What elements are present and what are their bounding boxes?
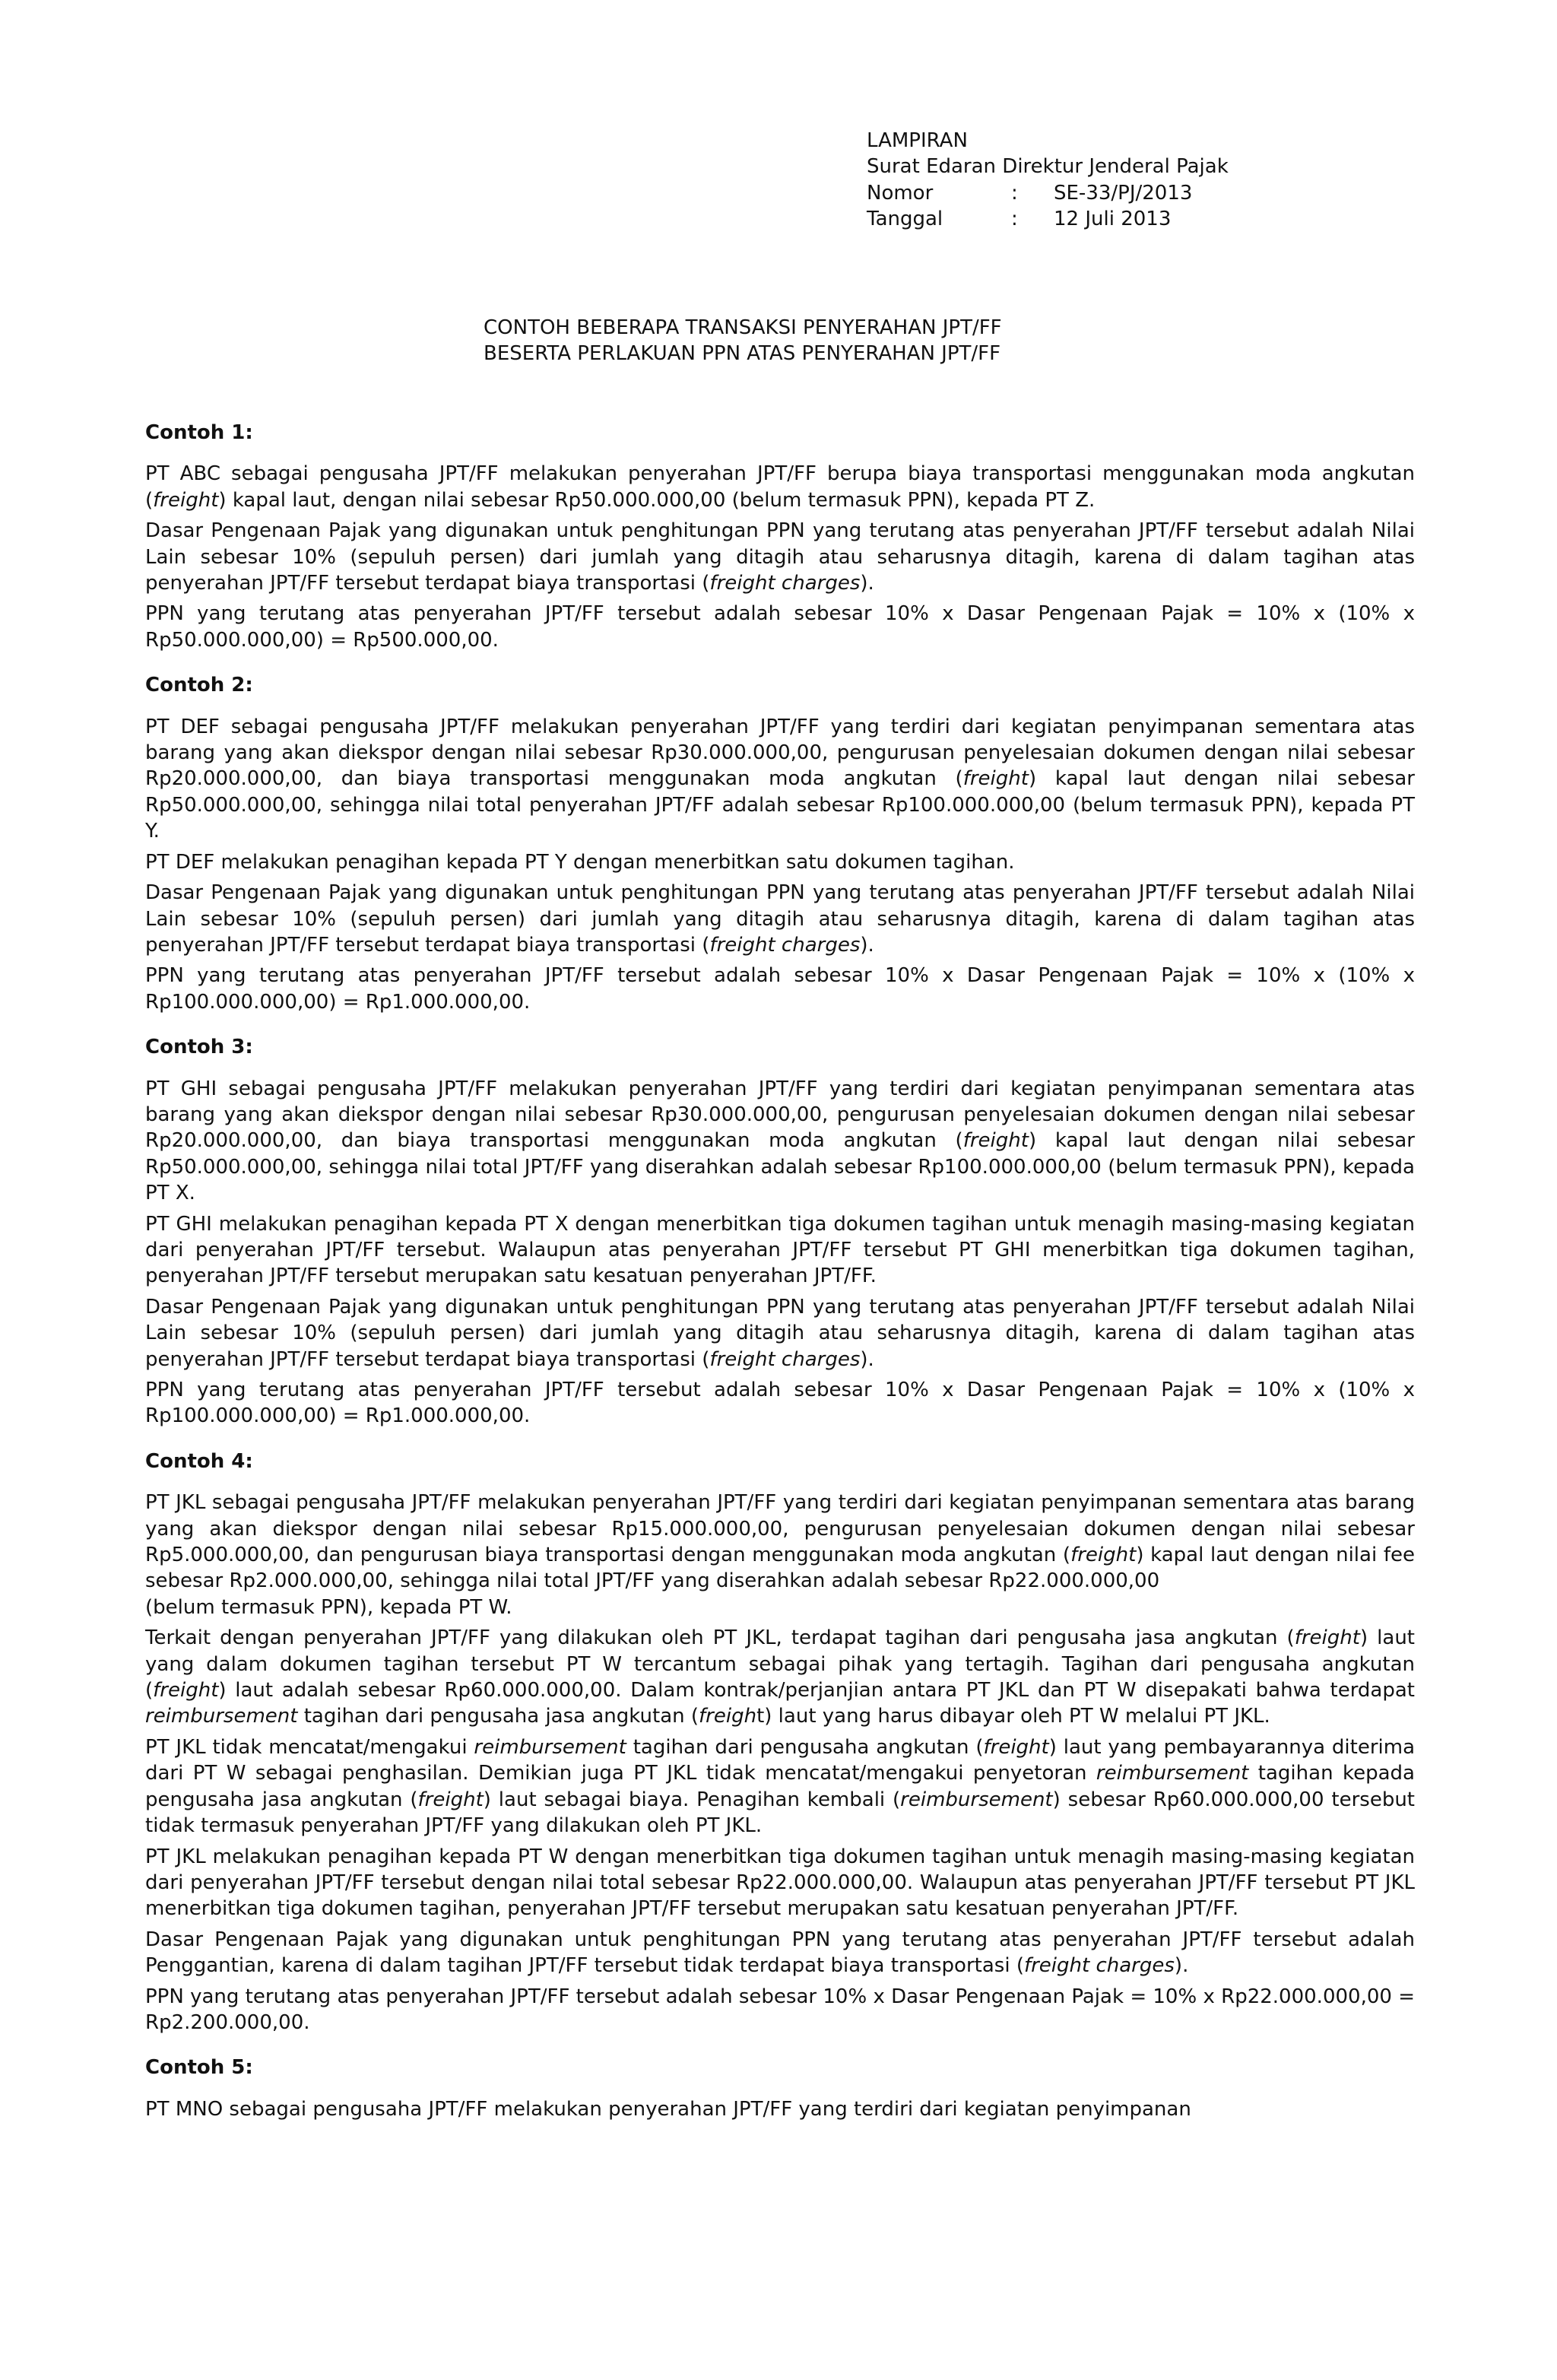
italic-term: reimbursement	[145, 1705, 298, 1728]
example-paragraph	[145, 880, 1415, 958]
paragraph-text: ) kapal laut dengan nilai fee sebesar Rp2.000.000,00, sehingga nilai total JPT/FF yang diserahkan adalah sebesar Rp22.000.000,00	[145, 1544, 1415, 1593]
lampiran-label: LAMPIRAN	[867, 129, 968, 152]
example-paragraph	[145, 1984, 1415, 2036]
paragraph-text: Dasar Pengenaan Pajak yang digunakan untuk penghitungan PPN yang terutang atas penyerahan JPT/FF tersebut adalah Nilai Lain sebesar 10% (sepuluh persen) dari jumlah yang ditagih atau seharusnya ditagih, karena di dalam tagihan atas penyerahan JPT/FF tersebut terdapat biaya transportasi (	[145, 881, 1415, 957]
paragraph-text: PT JKL tidak mencatat/mengakui	[145, 1735, 474, 1759]
example-paragraph	[145, 1734, 1415, 1839]
document-title-line-2: BESERTA PERLAKUAN PPN ATAS PENYERAHAN JPT/FF	[484, 342, 1001, 366]
paragraph-text: (belum termasuk PPN), kepada PT W.	[145, 1595, 512, 1619]
paragraph-text: PT GHI melakukan penagihan kepada PT X dengan menerbitkan tiga dokumen tagihan untuk menagih masing-masing kegiatan dari penyerahan JPT/FF tersebut. Walaupun atas penyerahan JPT/FF tersebut PT GHI menerbitkan tiga dokumen tagihan, penyerahan JPT/FF tersebut merupakan satu kesatuan penyerahan JPT/FF.	[145, 1212, 1415, 1288]
italic-term: freight	[153, 488, 219, 512]
example-paragraph	[145, 1377, 1415, 1430]
example-paragraph	[145, 849, 1415, 875]
example-paragraph	[145, 2096, 1415, 2122]
tanggal-value: 12 Juli 2013	[1054, 208, 1172, 231]
paragraph-text: t) laut yang harus dibayar oleh PT W melalui PT JKL.	[756, 1705, 1270, 1728]
attachment-header	[867, 128, 1399, 233]
paragraph-text: tagihan kepada pengusaha jasa angkutan (	[145, 1762, 1415, 1811]
italic-term: freight	[1294, 1626, 1360, 1650]
example-paragraph	[145, 1211, 1415, 1290]
italic-term: freight	[1070, 1544, 1137, 1567]
paragraph-text: Dasar Pengenaan Pajak yang digunakan untuk penghitungan PPN yang terutang atas penyerahan JPT/FF tersebut adalah Penggantian, karena di dalam tagihan JPT/FF tersebut tidak terdapat biaya transportasi (	[145, 1928, 1415, 1978]
paragraph-text: ).	[860, 933, 874, 957]
example-heading: Contoh 3:	[145, 1036, 253, 1059]
italic-term: freight charges	[709, 933, 861, 957]
example-section	[145, 420, 1415, 653]
paragraph-text: ) laut yang dalam dokumen tagihan tersebut PT W tercantum sebagai pihak yang tertagih. Tagihan dari pengusaha angkutan (	[145, 1626, 1415, 1702]
paragraph-text: Dasar Pengenaan Pajak yang digunakan untuk penghitungan PPN yang terutang atas penyerahan JPT/FF tersebut adalah Nilai Lain sebesar 10% (sepuluh persen) dari jumlah yang ditagih atau seharusnya ditagih, karena di dalam tagihan atas penyerahan JPT/FF tersebut terdapat biaya transportasi (	[145, 1295, 1415, 1371]
italic-term: freight	[962, 1129, 1029, 1153]
paragraph-text: tagihan dari pengusaha angkutan (	[626, 1735, 984, 1759]
italic-term: reimbursement	[474, 1735, 626, 1759]
example-paragraph	[145, 1076, 1415, 1207]
example-heading: Contoh 5:	[145, 2056, 253, 2080]
paragraph-text: PT DEF melakukan penagihan kepada PT Y dengan menerbitkan satu dokumen tagihan.	[145, 850, 1015, 874]
italic-term: freight	[153, 1679, 219, 1702]
example-section	[145, 1449, 1415, 2036]
paragraph-text: ).	[860, 572, 874, 595]
paragraph-text: PPN yang terutang atas penyerahan JPT/FF tersebut adalah sebesar 10% x Dasar Pengenaan Pajak = 10% x (10% x Rp50.000.000,00) = Rp500.000,00.	[145, 602, 1415, 652]
circular-letter-title: Surat Edaran Direktur Jenderal Pajak	[867, 155, 1229, 179]
paragraph-text: tagihan dari pengusaha jasa angkutan (	[297, 1705, 699, 1728]
document-title	[484, 315, 1244, 367]
nomor-value: SE-33/PJ/2013	[1054, 181, 1193, 205]
example-paragraph	[145, 461, 1415, 513]
italic-term: reimbursement	[900, 1788, 1053, 1811]
paragraph-text: ) laut sebagai biaya. Penagihan kembali (	[483, 1788, 901, 1811]
italic-term: freight charges	[1023, 1954, 1175, 1978]
example-paragraph	[145, 714, 1415, 845]
nomor-colon: :	[1011, 181, 1018, 205]
example-heading: Contoh 2:	[145, 674, 253, 697]
example-paragraph	[145, 963, 1415, 1015]
example-paragraph	[145, 1625, 1415, 1730]
paragraph-text: PT GHI sebagai pengusaha JPT/FF melakukan penyerahan JPT/FF yang terdiri dari kegiatan penyimpanan sementara atas barang yang akan diekspor dengan nilai sebesar Rp30.000.000,00, pengurusan penyelesaian dokumen dengan nilai sebesar Rp20.000.000,00, dan biaya transportasi menggunakan moda angkutan (	[145, 1077, 1415, 1153]
paragraph-text: ) laut adalah sebesar Rp60.000.000,00. Dalam kontrak/perjanjian antara PT JKL dan PT W disepakati bahwa terdapat	[218, 1679, 1415, 1702]
paragraph-text: ).	[860, 1347, 874, 1371]
italic-term: freight	[417, 1788, 484, 1811]
paragraph-text: ).	[1174, 1954, 1189, 1978]
paragraph-text: ) sebesar Rp60.000.000,00 tersebut tidak termasuk penyerahan JPT/FF yang dilakukan oleh PT JKL.	[145, 1788, 1415, 1838]
example-paragraph	[145, 518, 1415, 596]
paragraph-text: PT MNO sebagai pengusaha JPT/FF melakukan penyerahan JPT/FF yang terdiri dari kegiatan penyimpanan	[145, 2097, 1191, 2121]
example-section	[145, 2055, 1415, 2122]
example-paragraph	[145, 1927, 1415, 1979]
example-heading: Contoh 4:	[145, 1449, 253, 1473]
paragraph-text: PPN yang terutang atas penyerahan JPT/FF tersebut adalah sebesar 10% x Dasar Pengenaan Pajak = 10% x Rp22.000.000,00 = Rp2.200.000,00.	[145, 1985, 1415, 2034]
paragraph-text: PT DEF sebagai pengusaha JPT/FF melakukan penyerahan JPT/FF yang terdiri dari kegiatan penyimpanan sementara atas barang yang akan diekspor dengan nilai sebesar Rp30.000.000,00, pengurusan penyelesaian dokumen dengan nilai sebesar Rp20.000.000,00, dan biaya transportasi menggunakan moda angkutan (	[145, 715, 1415, 791]
example-section	[145, 1034, 1415, 1430]
paragraph-text: PPN yang terutang atas penyerahan JPT/FF tersebut adalah sebesar 10% x Dasar Pengenaan Pajak = 10% x (10% x Rp100.000.000,00) = Rp1.000.000,00.	[145, 1379, 1415, 1428]
example-paragraph	[145, 601, 1415, 653]
nomor-label: Nomor	[867, 181, 934, 205]
italic-term: freigh	[699, 1705, 757, 1728]
paragraph-text: ) laut yang pembayarannya diterima dari PT W sebagai penghasilan. Demikian juga PT JKL tidak mencatat/mengakui penyetoran	[145, 1735, 1416, 1785]
paragraph-text: PT ABC sebagai pengusaha JPT/FF melakukan penyerahan JPT/FF berupa biaya transportasi menggunakan moda angkutan (	[145, 462, 1415, 512]
paragraph-text: PT JKL melakukan penagihan kepada PT W dengan menerbitkan tiga dokumen tagihan untuk menagih masing-masing kegiatan dari penyerahan JPT/FF tersebut dengan nilai total sebesar Rp22.000.000,00. Walaupun atas penyerahan JPT/FF tersebut PT JKL menerbitkan tiga dokumen tagihan, penyerahan JPT/FF tersebut merupakan satu kesatuan penyerahan JPT/FF.	[145, 1845, 1415, 1921]
italic-term: freight	[983, 1735, 1049, 1759]
italic-term: freight charges	[709, 572, 861, 595]
document-title-line-1: CONTOH BEBERAPA TRANSAKSI PENYERAHAN JPT/FF	[484, 316, 1002, 339]
example-paragraph	[145, 1294, 1415, 1372]
italic-term: freight charges	[709, 1347, 861, 1371]
example-heading: Contoh 1:	[145, 421, 253, 444]
example-paragraph	[145, 1490, 1415, 1620]
paragraph-text: ) kapal laut dengan nilai sebesar Rp50.000.000,00, sehingga nilai total JPT/FF yang diserahkan adalah sebesar Rp100.000.000,00 (belum termasuk PPN), kepada PT X.	[145, 1129, 1415, 1205]
tanggal-label: Tanggal	[867, 208, 943, 231]
paragraph-text: ) kapal laut, dengan nilai sebesar Rp50.000.000,00 (belum termasuk PPN), kepada PT Z.	[218, 488, 1096, 512]
paragraph-text: Dasar Pengenaan Pajak yang digunakan untuk penghitungan PPN yang terutang atas penyerahan JPT/FF tersebut adalah Nilai Lain sebesar 10% (sepuluh persen) dari jumlah yang ditagih atau seharusnya ditagih, karena di dalam tagihan atas penyerahan JPT/FF tersebut terdapat biaya transportasi (	[145, 519, 1415, 595]
italic-term: freight	[962, 767, 1029, 791]
paragraph-text: PPN yang terutang atas penyerahan JPT/FF tersebut adalah sebesar 10% x Dasar Pengenaan Pajak = 10% x (10% x Rp100.000.000,00) = Rp1.000.000,00.	[145, 964, 1415, 1014]
examples-content	[145, 420, 1415, 2122]
tanggal-colon: :	[1011, 208, 1018, 231]
italic-term: reimbursement	[1096, 1762, 1249, 1785]
nomor-row	[867, 180, 1399, 206]
tanggal-row	[867, 206, 1399, 232]
paragraph-text: PT JKL sebagai pengusaha JPT/FF melakukan penyerahan JPT/FF yang terdiri dari kegiatan penyimpanan sementara atas barang yang akan diekspor dengan nilai sebesar Rp15.000.000,00, pengurusan penyelesaian dokumen dengan nilai sebesar Rp5.000.000,00, dan pengurusan biaya transportasi dengan menggunakan moda angkutan (	[145, 1491, 1415, 1567]
example-section	[145, 672, 1415, 1015]
paragraph-text: Terkait dengan penyerahan JPT/FF yang dilakukan oleh PT JKL, terdapat tagihan dari pengusaha jasa angkutan (	[145, 1626, 1295, 1650]
example-paragraph	[145, 1844, 1415, 1922]
paragraph-text: ) kapal laut dengan nilai sebesar Rp50.000.000,00, sehingga nilai total penyerahan JPT/FF adalah sebesar Rp100.000.000,00 (belum termasuk PPN), kepada PT Y.	[145, 767, 1415, 843]
